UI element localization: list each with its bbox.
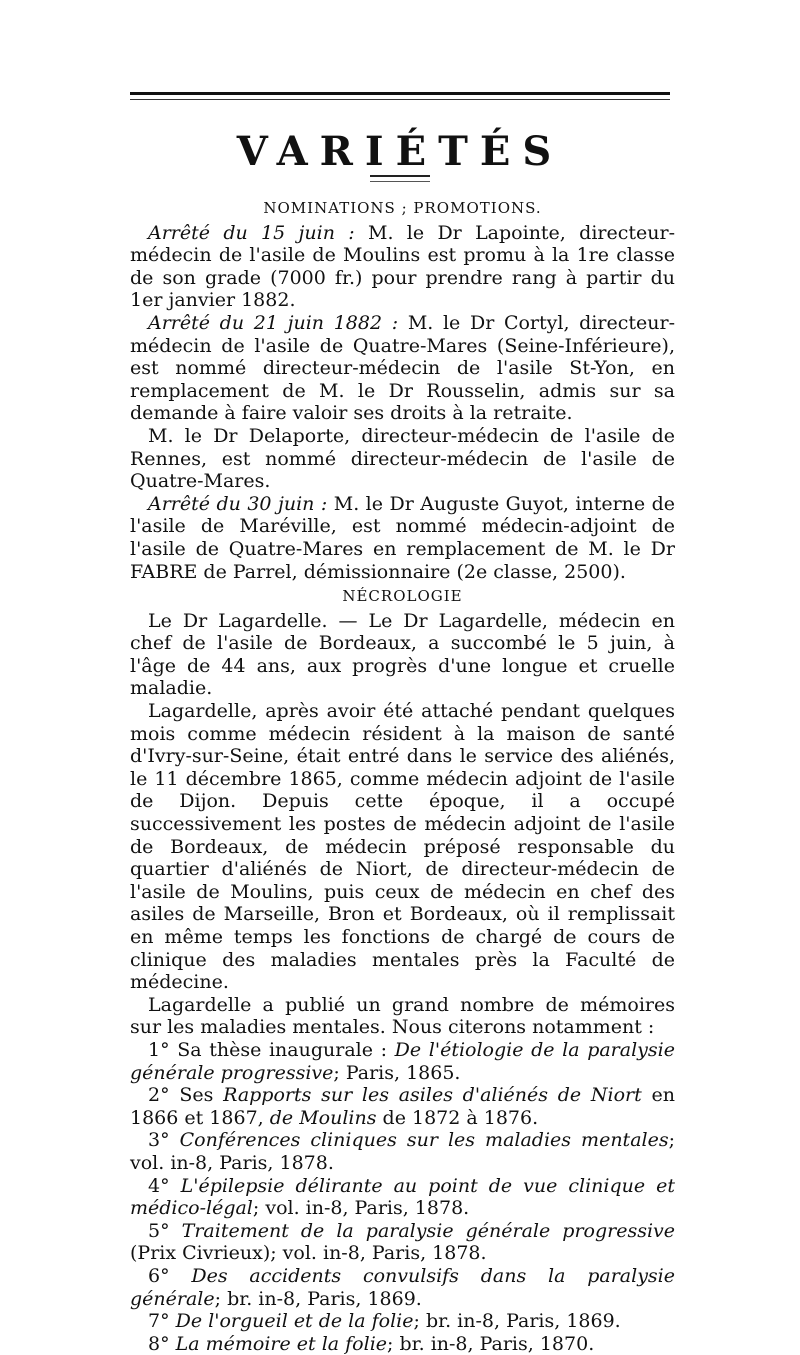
paragraph: Lagardelle a publié un grand nombre de mémoires sur les maladies mentales. Nous citerons notamment : xyxy=(130,993,675,1039)
paragraph-date: Arrêté du 21 juin 1882 : xyxy=(148,311,399,334)
paragraph-text: M. le Dr Cortyl, directeur-médecin de l'asile de Quatre-Mares (Seine-Inférieure), est nommé directeur-médecin de l'asile St-Yon, en remplacement de M. le Dr Rousselin, admis sur sa demande à faire valoir ses droits à la retraite. xyxy=(130,311,675,425)
work-item: 6° Des accidents convulsifs dans la paralysie générale; br. in-8, Paris, 1869. xyxy=(130,1264,676,1310)
paragraph-text: M. le Dr Delaporte, directeur-médecin de l'asile de Rennes, est nommé directeur-médecin de l'asile de Quatre-Mares. xyxy=(130,424,675,493)
paragraph-text: M. le Dr Lapointe, directeur-médecin de l'asile de Moulins est promu à la 1re classe de son grade (7000 fr.) pour prendre rang à partir du 1er janvier 1882. xyxy=(130,221,675,312)
header-rule xyxy=(130,92,670,95)
work-item: 3° Conférences cliniques sur les maladies mentales; vol. in-8, Paris, 1878. xyxy=(130,1129,675,1174)
title-ornament xyxy=(370,175,430,182)
work-item: 8° La mémoire et la folie; br. in-8, Paris, 1870. xyxy=(148,1332,595,1355)
paragraph-date: Arrêté du 15 juin : xyxy=(148,221,355,244)
article-body xyxy=(130,195,675,1355)
section-heading-nominations: NOMINATIONS ; PROMOTIONS. xyxy=(263,199,542,217)
paragraph xyxy=(130,312,675,425)
paragraph-text: M. le Dr Auguste Guyot, interne de l'asile de Maréville, est nommé médecin-adjoint de l'asile de Quatre-Mares en remplacement de M. le Dr FABRE de Parrel, démissionnaire (2e classe, 2500). xyxy=(130,492,676,583)
work-item: 1° Sa thèse inaugurale : De l'étiologie de la paralysie générale progressive; Paris, 1865. xyxy=(130,1038,675,1084)
work-item: 2° Ses Rapports sur les asiles d'aliénés de Niort en 1866 et 1867, de Moulins de 1872 à 1876. xyxy=(130,1084,675,1129)
work-item: 5° Traitement de la paralysie générale progressive (Prix Civrieux); vol. in-8, Paris, 1878. xyxy=(130,1219,676,1265)
section-heading-necrologie: NÉCROLOGIE xyxy=(342,587,463,606)
paragraph: Lagardelle, après avoir été attaché pendant quelques mois comme médecin résident à la maison de santé d'Ivry-sur-Seine, était entré dans le service des aliénés, le 11 décembre 1865, comme médecin adjoint de l'asile de Dijon. Depuis cette époque, il a occupé successivement les postes de médecin adjoint de l'asile de Bordeaux, de médecin préposé responsable du quartier d'aliénés de Niort, de directeur-médecin de l'asile de Moulins, puis ceux de médecin en chef des asiles de Marseille, Bron et Bordeaux, où il remplissait en même temps les fonctions de chargé de cours de clinique des maladies mentales près la Faculté de médecine. xyxy=(130,700,675,994)
work-item: 7° De l'orgueil et de la folie; br. in-8, Paris, 1869. xyxy=(148,1310,621,1333)
paragraph: Le Dr Lagardelle. — Le Dr Lagardelle, médecin en chef de l'asile de Bordeaux, a succombé le 5 juin, à l'âge de 44 ans, aux progrès d'une longue et cruelle maladie. xyxy=(130,609,675,700)
work-item: 4° L'épilepsie délirante au point de vue clinique et médico-légal; vol. in-8, Paris, 1878. xyxy=(130,1174,675,1220)
paragraph xyxy=(130,493,675,583)
paragraph xyxy=(130,425,675,493)
paragraph xyxy=(130,222,675,312)
header-rule-thin xyxy=(130,99,670,100)
paragraph-date: Arrêté du 30 juin : xyxy=(148,492,328,515)
page-title: VARIÉTÉS xyxy=(236,128,564,175)
